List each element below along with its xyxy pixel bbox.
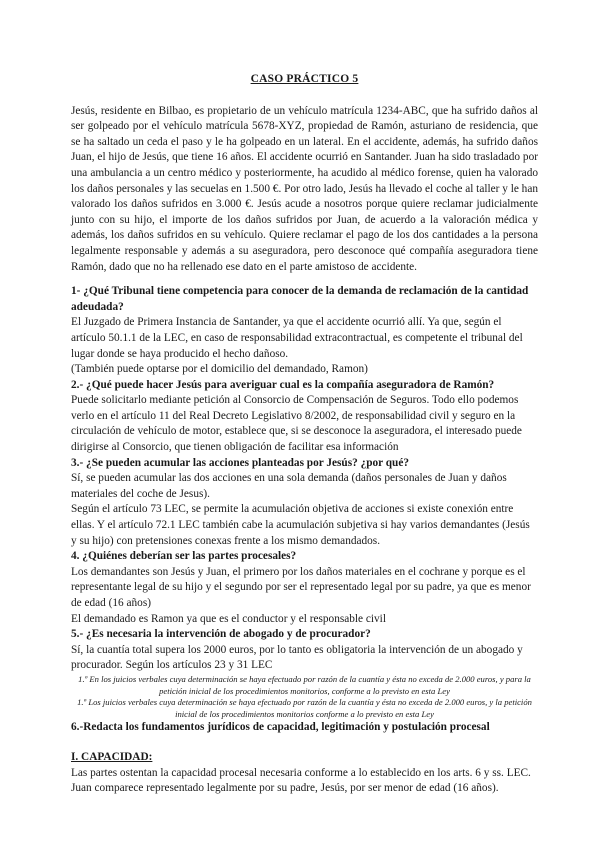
answer-1: El Juzgado de Primera Instancia de Santander, ya que el accidente ocurrió allí. Ya que, según el artículo 50.1.1 de la LEC, en caso de responsabilidad extracontractual, es competente el tribunal del lugar donde se haya producido el hecho dañoso. — [71, 316, 523, 360]
question-3: 3.- ¿Se pueden acumular las acciones planteadas por Jesús? ¿por qué? — [71, 456, 410, 469]
case-statement: Jesús, residente en Bilbao, es propietario de un vehículo matrícula 1234-ABC, que ha sufrido daños al ser golpeado por el vehículo matrícula 5678-XYZ, propiedad de Ramón, asturiano de residencia, que se ha saltado un ceda el paso y le ha golpeado en un lateral. En el accidente, además, ha sufrido daños Juan, el hijo de Jesús, que tiene 16 años. El accidente ocurrió en Santander. Juan ha sido trasladado por una ambulancia a un centro médico y posteriormente, ha acudido al médico forense, quien ha valorado los daños personales y las secuelas en 1.500 €. Por otro lado, Jesús ha llevado el coche al taller y le han valorado los daños sufridos en 3.000 €. Jesús acude a nosotros porque quiere reclamar judicialmente junto con su hijo, el importe de los daños sufridos por Juan, de acuerdo a la valoración médica y además, los daños sufridos en su vehículo. Quiere reclamar el pago de los dos cantidades a la persona legalmente responsable y además a su aseguradora, pero desconoce qué compañía aseguradora tiene Ramón, dado que no ha rellenado ese dato en el parte amistoso de accidente. — [71, 104, 538, 273]
section-text-capacidad: Las partes ostentan la capacidad procesal necesaria conforme a lo establecido en los arts. 6 y ss. LEC. Juan comparece representado legalmente por su padre, Jesús, por ser menor de edad (16 años). — [71, 766, 531, 795]
answer-1-note: (También puede optarse por el domicilio del demandado, Ramon) — [71, 363, 368, 376]
document-title: CASO PRÁCTICO 5 — [250, 73, 359, 85]
question-4: 4. ¿Quiénes deberían ser las partes procesales? — [71, 550, 297, 563]
answer-3-detail: Según el artículo 73 LEC, se permite la acumulación objetiva de acciones si existe conexión entre ellas. Y el artículo 72.1 LEC también cabe la acumulación subjetiva si hay varios demandantes (Jesús y su hijo) con pretensiones conexas frente a los mismo demandados. — [71, 503, 530, 547]
section-heading-capacidad: I. CAPACIDAD: — [71, 750, 153, 763]
answer-2: Puede solicitarlo mediante petición al Consorcio de Compensación de Seguros. Todo ello podemos verlo en el artículo 11 del Real Decreto Legislativo 8/2002, de responsabilidad civil y seguro en la circulación de vehículo de motor, establece que, si se desconoce la aseguradora, el interesado puede dirigirse al Consorcio, que tienen obligación de facilitar esa información — [71, 394, 522, 454]
legal-quote-1: 1.º En los juicios verbales cuya determinación se haya efectuado por razón de la cuantía y ésta no exceda de 2.000 euros, y para la petición inicial de los procedimientos monitorios, conforme a lo previsto en esta Ley — [78, 673, 531, 696]
question-6: 6.-Redacta los fundamentos jurídicos de capacidad, legitimación y postulación procesal — [71, 721, 490, 734]
legal-quote-2: 1.º Los juicios verbales cuya determinación se haya efectuado por razón de la cuantía y ésta no exceda de 2.000 euros, y la petición inicial de los procedimientos monitorios conforme a lo previsto en esta Ley — [77, 697, 532, 719]
section-spacer — [71, 736, 538, 750]
question-5: 5.- ¿Es necesaria la intervención de abogado y de procurador? — [71, 628, 371, 641]
answer-3: Sí, se pueden acumular las dos acciones en una sola demanda (daños personales de Juan y daños materiales del coche de Jesus). — [71, 472, 507, 500]
answer-5: Sí, la cuantía total supera los 2000 euros, por lo tanto es obligatoria la intervención de un abogado y procurador. Según los artículos 23 y 31 LEC — [71, 643, 523, 672]
question-1: 1- ¿Qué Tribunal tiene competencia para conocer de la demanda de reclamación de la cantidad adeudada? — [71, 285, 529, 313]
answer-4-detail: El demandado es Ramon ya que es el conductor y el responsable civil — [71, 612, 386, 625]
question-2: 2.- ¿Qué puede hacer Jesús para averiguar cual es la compañía aseguradora de Ramón? — [71, 378, 495, 391]
answer-4: Los demandantes son Jesús y Juan, el primero por los daños materiales en el cochrane y porque es el representante legal de su hijo y el segundo por ser el representado legal por su padre, ya que es menor de edad (16 años) — [71, 565, 531, 609]
